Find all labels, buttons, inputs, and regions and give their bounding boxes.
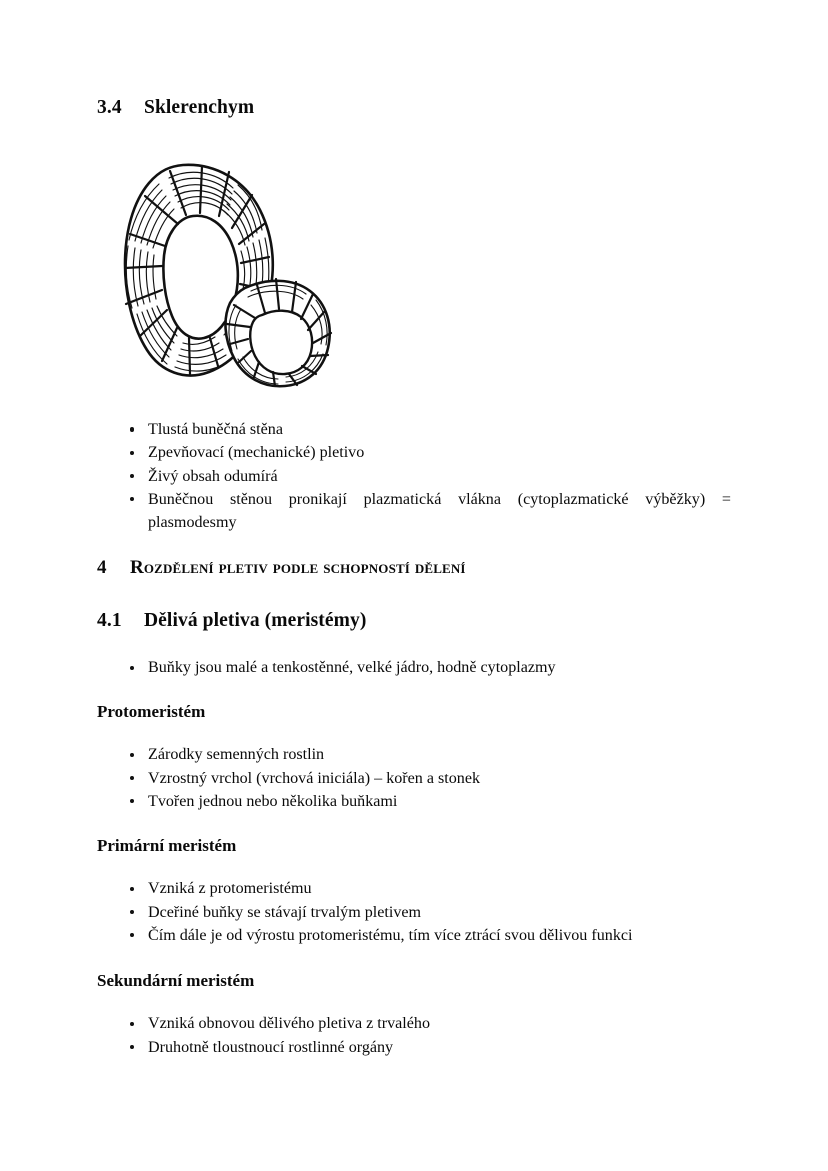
list-item-text: Vzniká obnovou dělivého pletiva z trvalého bbox=[148, 1015, 431, 1033]
small-cell-lumen bbox=[250, 311, 312, 374]
sclerenchyma-cells-figure bbox=[105, 158, 335, 393]
list-item bbox=[97, 767, 731, 790]
bullet-marker bbox=[130, 776, 134, 780]
bullet-marker bbox=[130, 753, 134, 757]
sekundarni-meristem-bullet-list bbox=[97, 1012, 731, 1059]
section-sklerenchym bbox=[97, 96, 731, 532]
section-primarni-meristem bbox=[97, 835, 731, 947]
list-item-text: Živý obsah odumírá bbox=[148, 467, 278, 485]
heading-sklerenchym bbox=[97, 96, 731, 120]
bullet-marker bbox=[130, 451, 134, 455]
deliva-pletiva-bullet-list bbox=[97, 656, 731, 679]
heading-rozdeleni-number: 4 bbox=[97, 557, 107, 578]
list-item-text: Zpevňovací (mechanické) pletivo bbox=[148, 444, 365, 462]
list-item bbox=[97, 1036, 731, 1059]
heading-rozdeleni bbox=[97, 556, 731, 580]
section-sekundarni-meristem bbox=[97, 970, 731, 1059]
heading-sklerenchym-number: 3.4 bbox=[97, 97, 122, 118]
list-item-text: Tvořen jednou nebo několika buňkami bbox=[148, 792, 398, 810]
list-item bbox=[97, 790, 731, 813]
section-deliva-pletiva bbox=[97, 609, 731, 680]
list-item-text: Tlustá buněčná stěna bbox=[148, 421, 283, 438]
bullet-marker bbox=[130, 799, 134, 803]
sklerenchym-bullet-list bbox=[97, 418, 731, 534]
bullet-marker bbox=[130, 933, 134, 937]
heading-protomeristem: Protomeristém bbox=[97, 702, 206, 721]
bullet-marker bbox=[130, 1022, 134, 1026]
list-item bbox=[97, 1012, 731, 1035]
list-item bbox=[97, 743, 731, 766]
bullet-marker bbox=[130, 887, 134, 891]
list-item-text: Buňky jsou malé a tenkostěnné, velké jádro, hodně cytoplazmy bbox=[148, 659, 556, 677]
list-item bbox=[97, 877, 731, 900]
bullet-marker bbox=[130, 910, 134, 914]
bullet-marker bbox=[130, 666, 134, 670]
section-rozdeleni bbox=[97, 556, 731, 580]
heading-sekundarni-meristem: Sekundární meristém bbox=[97, 971, 255, 990]
list-item-text: Dceřiné buňky se stávají trvalým pletivem bbox=[148, 903, 422, 921]
heading-deliva-pletiva-title: Dělivá pletiva (meristémy) bbox=[144, 610, 367, 631]
bullet-marker bbox=[130, 1045, 134, 1049]
section-protomeristem bbox=[97, 701, 731, 813]
heading-deliva-pletiva bbox=[97, 609, 731, 633]
list-item bbox=[97, 656, 731, 679]
list-item bbox=[97, 901, 731, 924]
list-item bbox=[97, 488, 731, 535]
list-item bbox=[97, 924, 731, 947]
bullet-marker bbox=[130, 497, 134, 501]
bullet-marker bbox=[130, 474, 134, 478]
list-item bbox=[97, 441, 731, 464]
list-item-text: Vzniká z protomeristému bbox=[148, 880, 312, 898]
primarni-meristem-bullet-list bbox=[97, 877, 731, 947]
list-item-text: Zárodky semenných rostlin bbox=[148, 746, 325, 764]
heading-rozdeleni-title: Rozdělení pletiv podle schopností dělení bbox=[130, 557, 466, 578]
list-item bbox=[97, 465, 731, 488]
heading-primarni-meristem: Primární meristém bbox=[97, 836, 237, 855]
heading-deliva-pletiva-number: 4.1 bbox=[97, 610, 122, 631]
heading-sklerenchym-title: Sklerenchym bbox=[144, 97, 255, 118]
bullet-marker bbox=[130, 427, 134, 431]
list-item-text: Čím dále je od výrostu protomeristému, tím více ztrácí svou dělivou funkci bbox=[148, 926, 633, 944]
list-item-text: Buněčnou stěnou pronikají plazmatická vlákna (cytoplazmatické výběžky) = plasmodesmy bbox=[148, 490, 731, 532]
list-item bbox=[97, 418, 731, 441]
list-item-text: Druhotně tloustnoucí rostlinné orgány bbox=[148, 1038, 394, 1056]
protomeristem-bullet-list bbox=[97, 743, 731, 813]
list-item-text: Vzrostný vrchol (vrchová iniciála) – kořen a stonek bbox=[148, 769, 481, 787]
